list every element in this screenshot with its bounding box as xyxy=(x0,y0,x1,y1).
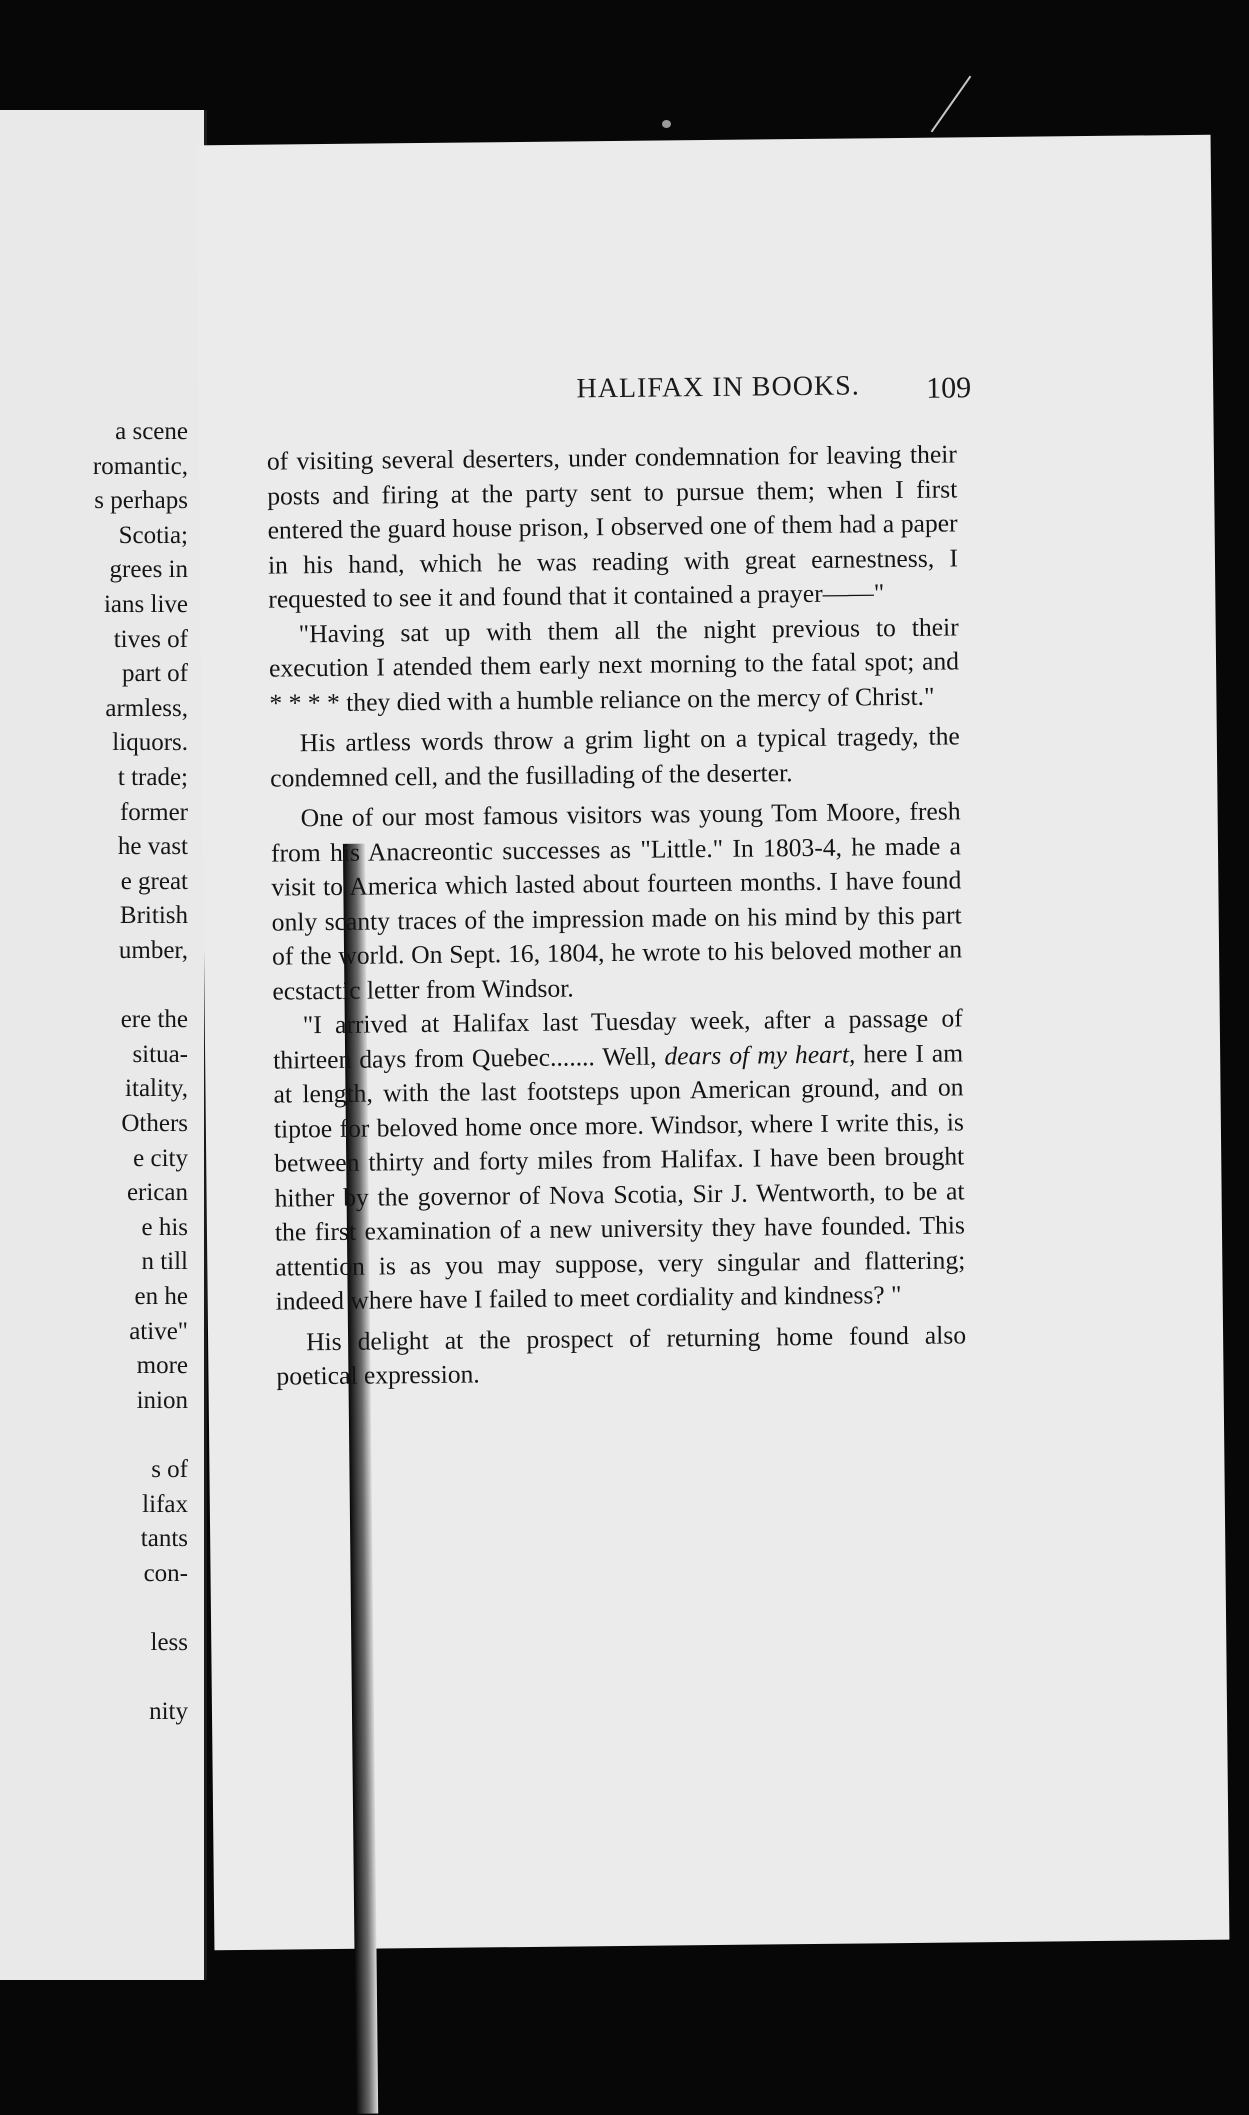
left-page-text-fragment: umber, xyxy=(118,937,188,964)
left-page-text-fragment: inion xyxy=(136,1386,188,1414)
left-page-text-fragment: tants xyxy=(140,1525,188,1553)
left-page-text-fragment: former xyxy=(119,798,188,826)
left-page-text-fragment: itality, xyxy=(125,1075,188,1103)
left-page-text-fragment: British xyxy=(119,902,188,930)
paragraph-2: "Having sat up with them all the night previous to their execution I atended them early next morning to the fatal spot; and * * * * they died with a humble reliance on the mercy of Christ." xyxy=(268,611,960,718)
left-page-text-fragment: he vast xyxy=(117,833,188,861)
scan-speck xyxy=(662,120,671,128)
left-page-text-fragment: n till xyxy=(141,1248,188,1276)
left-page-text-fragment: armless, xyxy=(105,694,188,722)
left-page-text-fragment: e his xyxy=(141,1213,188,1241)
left-page-text-fragment: e great xyxy=(120,867,188,895)
left-page-text-fragment: ere the xyxy=(120,1006,188,1034)
paragraph-1: of visiting several deserters, under condemnation for leaving their posts and firing at the party sent to pursue them; when I first entered the guard house prison, I observed one of them had a paper in his hand, which he was reading with great earnestness, I requested to see it and found that it contained a prayer——" xyxy=(266,439,959,614)
left-page-text-fragment: e city xyxy=(133,1144,188,1172)
paragraph-4: One of our most famous visitors was young Tom Moore, fresh from his Anacreontic successes as "Little." In 1803-4, he made a visit to America which lasted about fourteen months. I have found only scanty traces of the impression made on his mind by this part of the world. On Sept. 16, 1804, he wrote to his beloved mother an ecstactic letter from Windsor. xyxy=(270,796,963,1006)
left-page-text-fragment: a scene xyxy=(115,418,188,445)
paragraph-5-text-end: here I am at length, with the last footsteps upon American ground, and on tiptoe for beloved home once more. Windsor, where I write this, is between thirty and forty miles from Halifax. I have been brought hither by the governor of Nova Scotia, Sir J. Wentworth, to be at the first examination of a new university they have founded. This attention is as you may suppose, very singular and flattering; indeed where have I failed to meet cordiality and kindness? " xyxy=(273,1037,966,1316)
left-page-text-fragment: en he xyxy=(134,1283,188,1310)
left-page-text-fragment: t trade; xyxy=(117,764,188,791)
left-page-text-fragment: liquors. xyxy=(112,729,188,757)
left-page-text-fragment: Scotia; xyxy=(118,521,188,549)
left-page-text-fragment: nity xyxy=(149,1698,188,1726)
left-page-fragment xyxy=(0,110,207,1980)
left-page-text-fragment: s of xyxy=(151,1456,188,1483)
left-page-text-fragment: Others xyxy=(121,1110,188,1137)
left-page-text-fragment: ians live xyxy=(103,591,188,618)
left-page-text-fragment: con- xyxy=(143,1559,188,1587)
paragraph-5 xyxy=(273,1001,966,1319)
left-page-text-fragment: tives of xyxy=(113,625,188,653)
left-page-text-fragment: part of xyxy=(122,660,188,688)
scan-line xyxy=(931,76,972,133)
left-page-text-fragment: lifax xyxy=(142,1490,188,1518)
left-page-text-fragment: grees in xyxy=(109,556,188,584)
body-text xyxy=(267,437,967,1394)
running-head: HALIFAX IN BOOKS. xyxy=(576,370,860,405)
left-page-text-fragment: erican xyxy=(126,1179,188,1207)
paragraph-5-italic: dears of my heart, xyxy=(664,1039,856,1071)
left-page-text-fragment: ative" xyxy=(129,1317,188,1345)
left-page-text-fragment: romantic, xyxy=(92,452,188,480)
paragraph-5-text-start: "I arrived at Halifax last Tuesday week, after a passage of thirteen days from Quebec....... Well, xyxy=(273,1003,963,1075)
book-page xyxy=(196,135,1230,1951)
paragraph-3: His artless words throw a grim light on a typical tragedy, the condemned cell, and the fusillading of the deserter. xyxy=(270,721,960,793)
left-page-text-fragment: less xyxy=(150,1629,188,1656)
page-number: 109 xyxy=(925,371,972,405)
left-page-text-fragment: more xyxy=(136,1352,188,1380)
left-page-text-fragment: situa- xyxy=(132,1040,188,1068)
paragraph-6: His delight at the prospect of returning home found also poetical expression. xyxy=(276,1319,967,1391)
left-page-text-fragment: s perhaps xyxy=(94,487,188,515)
